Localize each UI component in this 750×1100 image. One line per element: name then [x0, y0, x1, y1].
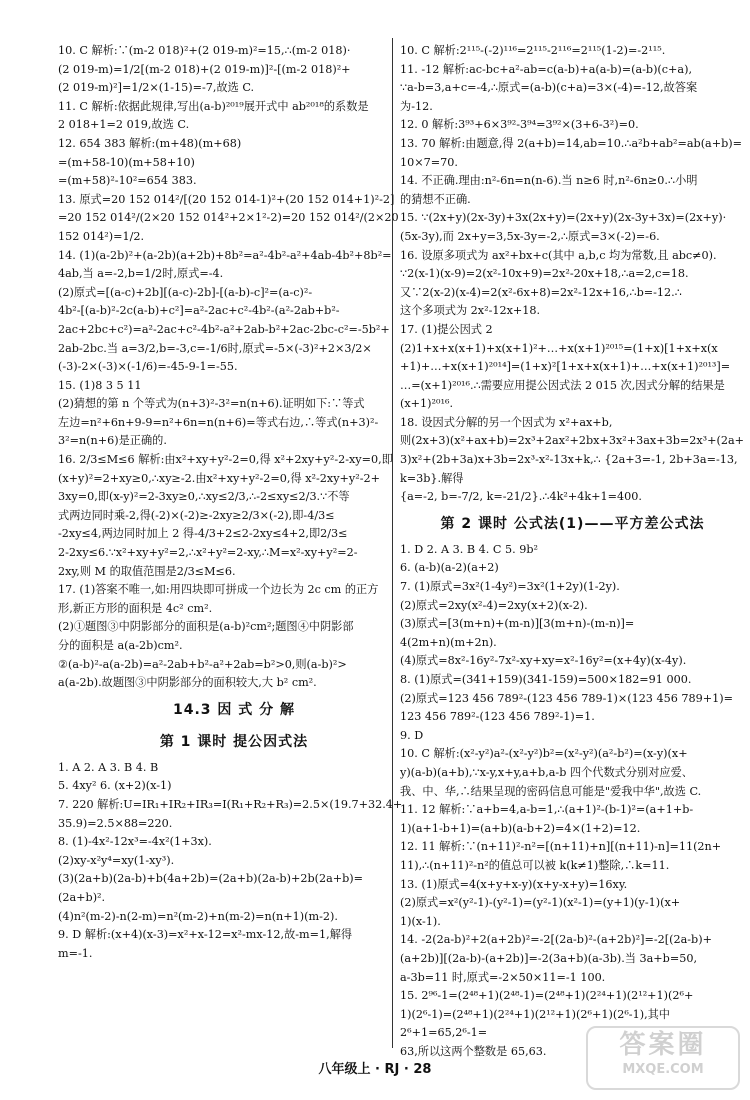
section-title: 14.3 因 式 分 解 — [172, 701, 296, 718]
left-column — [58, 42, 410, 963]
lesson1-answer-9: 9. D 解析:(x+4)(x-3)=x²+x-12=x²-mx-12,故-m=1,解得 m=-1. — [58, 928, 353, 960]
lesson2-answer-8: 8. (1)原式=(341+159)(341-159)=500×182=91 000. (2)原式=123 456 789²-(123 456 789-1)×(123 456 789+1)= 123 456 789²-(123 456 789²-1)=1. — [400, 673, 733, 724]
lesson-title-1: 第 1 课时 提公因式法 — [159, 733, 309, 750]
lesson2-answer-14: 14. -2(2a-b)²+2(a+2b)²=-2[(2a-b)²-(a+2b)²]=-2[(2a-b)+ (a+2b)][(2a-b)-(a+2b)]=-2(3a+b)(a-3b).当 3a+b=50, a-3b=11 时,原式=-2×50×11=-1 100. — [400, 933, 712, 984]
page-footer: 八年级上 · RJ · 28 — [318, 1062, 432, 1077]
lesson-title-2: 第 2 课时 公式法(1)——平方差公式法 — [440, 515, 705, 532]
lesson2-answer-7: 7. (1)原式=3x²(1-4y²)=3x²(1+2y)(1-2y). (2)原式=2xy(x²-4)=2xy(x+2)(x-2). (3)原式=[3(m+n)+(m-n)][3(m+n)-(m-n)]= 4(2m+n)(m+2n). (4)原式=8x²-16y²-7x²-xy+xy=x²-16y²=(x+4y)(x-4y). — [400, 580, 687, 668]
lesson2-answers-1-6: 1. D 2. A 3. B 4. C 5. 9b² 6. (a-b)(a-2)(a+2) — [400, 542, 538, 575]
watermark-text: 答案圈 — [619, 1030, 707, 1060]
answer-17: 17. (1)答案不唯一,如:用四块即可拼成一个边长为 2c cm 的正方 形,新正方形的面积是 4c² cm². (2)①题图③中阴影部分的面积是(a-b)²cm²;题图④中阴影部 分的面积是 a(a-2b)cm². ②(a-b)²-a(a-2b)=a²-2ab+b²-a²+2ab=b²>0,则(a-b)²> a(a-2b).故题图③中阴影部分的面积较大,大 b² cm². — [58, 583, 379, 690]
lesson1-answer-7: 7. 220 解析:U=IR₁+IR₂+IR₃=I(R₁+R₂+R₃)=2.5×(19.7+32.4+ 35.9)=2.5×88=220. — [58, 797, 403, 830]
right-column — [400, 42, 745, 1061]
answer-r13: 13. 70 解析:由题意,得 2(a+b)=14,ab=10.∴a²b+ab²=ab(a+b)= 10×7=70. — [400, 136, 743, 169]
answer-r15: 15. ∵(2x+y)(2x-3y)+3x(2x+y)=(2x+y)(2x-3y+3x)=(2x+y)· (5x-3y),而 2x+y=3,5x-3y=-2,∴原式=3×(-2)=-6. — [400, 211, 727, 243]
watermark-url: MXQE.COM — [622, 1062, 704, 1077]
answer-r11: 11. -12 解析:ac-bc+a²-ab=c(a-b)+a(a-b)=(a-b)(c+a), ∵a-b=3,a+c=-4,∴原式=(a-b)(c+a)=3×(-4)=-12,故答案 为-12. — [400, 62, 698, 113]
answer-15: 15. (1)8 3 5 11 (2)猜想的第 n 个等式为(n+3)²-3²=n(n+6).证明如下:∵等式 左边=n²+6n+9-9=n²+6n=n(n+6)=等式右边,∴等式(n+3)²- 3²=n(n+6)是正确的. — [58, 378, 379, 448]
lesson2-answer-9: 9. D — [400, 728, 424, 742]
answer-13: 13. 原式=20 152 014²/[(20 152 014-1)²+(20 152 014+1)²-2] =20 152 014²/(2×20 152 014²+2×1²-2)=20 152 014²/(2×20 152 014²)=1/2. — [58, 192, 399, 243]
lesson2-answer-10: 10. C 解析:(x²-y²)a²-(x²-y²)b²=(x²-y²)(a²-b²)=(x-y)(x+ y)(a-b)(a+b),∵x-y,x+y,a+b,a-b 四个代数式分别对应爱、 我、中、华,∴结果呈现的密码信息可能是"爱我中华",故选 C. — [400, 747, 702, 798]
answer-r12: 12. 0 解析:3⁹³+6×3⁹²-3⁹⁴=3⁹²×(3+6-3²)=0. — [400, 118, 639, 132]
answer-r14: 14. 不正确.理由:n²-6n=n(n-6).当 n≥6 时,n²-6n≥0.∴小明 的猜想不正确. — [400, 174, 698, 206]
answer-16: 16. 2/3≤M≤6 解析:由x²+xy+y²-2=0,得 x²+2xy+y²-2-xy=0,即 (x+y)²=2+xy≥0,∴xy≥-2.由x²+xy+y²-2=0,得 x²-2xy+y²-2+ 3xy=0,即(x-y)²=2-3xy≥0,∴xy≤2/3,∴-2≤xy≤2/3.∵不等 式两边同时乘-2,得(-2)×(-2)≥-2xy≥2/3×(-2),即-4/3≤ -2xy≤4,两边同时加上 2 得-4/3+2≤2-2xy≤4+2,即2/3≤ 2-2xy≤6.∵x²+xy+y²=2,∴x²+y²=2-xy,∴M=x²-xy+y²=2- 2xy,则 M 的取值范围是2/3≤M≤6. — [58, 453, 393, 578]
answer-14: 14. (1)(a-2b)²+(a-2b)(a+2b)+8b²=a²-4b²-a²+4ab-4b²+8b²= 4ab,当 a=-2,b=1/2时,原式=-4. (2)原式=[(a-c)+2b][(a-c)-2b]-[(a-b)-c]²=(a-c)²- 4b²-[(a-b)²-2c(a-b)+c²]=a²-2ac+c²-4b²-(a²-2ab+b²- 2ac+2bc+c²)=a²-2ac+c²-4b²-a²+2ab-b²+2ac-2bc-c²=-5b²+ 2ab-2bc.当 a=3/2,b=-3,c=-1/6时,原式=-5×(-3)²+2×3/2× (-3)-2×(-3)×(-1/6)=-45-9-1=-55. — [58, 248, 392, 374]
watermark-logo — [586, 1026, 740, 1090]
lesson2-answer-11: 11. 12 解析:∵a+b=4,a-b=1,∴(a+1)²-(b-1)²=(a+1+b- 1)(a+1-b+1)=(a+b)(a-b+2)=4×(1+2)=12. — [400, 803, 694, 835]
lesson2-answer-12: 12. 11 解析:∵(n+11)²-n²=[(n+11)+n][(n+11)-n]=11(2n+ 11),∴(n+11)²-n²的值总可以被 k(k≠1)整除,∴k=11. — [400, 840, 722, 872]
answer-r10: 10. C 解析:2¹¹⁵-(-2)¹¹⁶=2¹¹⁵-2¹¹⁶=2¹¹⁵(1-2)=-2¹¹⁵. — [400, 44, 666, 57]
answer-11: 11. C 解析:依据此规律,写出(a-b)²⁰¹⁹展开式中 ab²⁰¹⁸的系数是 2 018+1=2 019,故选 C. — [58, 99, 369, 132]
answer-12: 12. 654 383 解析:(m+48)(m+68) =(m+58-10)(m+58+10) =(m+58)²-10²=654 383. — [58, 136, 242, 188]
answer-r16: 16. 设原多项式为 ax²+bx+c(其中 a,b,c 均为常数,且 abc≠0). ∵2(x-1)(x-9)=2(x²-10x+9)=2x²-20x+18,∴a=2,c=18. 又∵2(x-2)(x-4)=2(x²-6x+8)=2x²-12x+16,∴b=-12.∴ 这个多项式为 2x²-12x+18. — [400, 248, 717, 318]
lesson1-answer-8: 8. (1)-4x²-12x³=-4x²(1+3x). (2)xy-x²y⁴=xy(1-xy³). (3)(2a+b)(2a-b)+b(4a+2b)=(2a+b)(2a-b)+2b(2a+b)=(2a+b)². (4)n²(m-2)-n(2-m)=n²(m-2)+n(m-2)=n(n+1)(m-2). — [58, 835, 364, 923]
answer-10: 10. C 解析:∵(m-2 018)²+(2 019-m)²=15,∴(m-2 018)· (2 019-m)=1/2[(m-2 018)+(2 019-m)]²-[(m-2 018)²+ (2 019-m)²]=1/2×(1-15)=-7,故选 C. — [58, 44, 351, 95]
lesson2-answer-15: 15. 2⁹⁶-1=(2⁴⁸+1)(2⁴⁸-1)=(2⁴⁸+1)(2²⁴+1)(2¹²+1)(2⁶+ 1)(2⁶-1)=(2⁴⁸+1)(2²⁴+1)(2¹²+1)(2⁶+1)(2⁶-1),其中 2⁶+1=65,2⁶-1= 63,所以这两个整数是 65,63. — [400, 989, 694, 1058]
answer-r18: 18. 设因式分解的另一个因式为 x²+ax+b, 则(2x+3)(x²+ax+b)=2x³+2ax²+2bx+3x²+3ax+3b=2x³+(2a+ 3)x²+(2b+3a)x+3b=2x³-x²-13x+k,∴ {2a+3=-1, 2b+3a=-13, k=3b}.解得 {a=-2, b=-7/2, k=-21/2}.∴4k²+4k+1=400. — [400, 415, 745, 504]
answer-r17: 17. (1)提公因式 2 (2)1+x+x(x+1)+x(x+1)²+…+x(x+1)²⁰¹⁵=(1+x)[1+x+x(x +1)+…+x(x+1)²⁰¹⁴]=(1+x)²[1+x+x(x+1)+…+x(x+1)²⁰¹³]= …=(x+1)²⁰¹⁶.∴需要应用提公因式法 2 015 次,因式分解的结果是 (x+1)²⁰¹⁶. — [400, 322, 731, 411]
lesson2-answer-13: 13. (1)原式=4(x+y+x-y)(x+y-x+y)=16xy. (2)原式=x²(y²-1)-(y²-1)=(y²-1)(x²-1)=(y+1)(y-1)(x+ 1)(x-1). — [400, 877, 681, 928]
lesson1-answers-1-6: 1. A 2. A 3. B 4. B 5. 4xy² 6. (x+2)(x-1) — [58, 760, 172, 793]
